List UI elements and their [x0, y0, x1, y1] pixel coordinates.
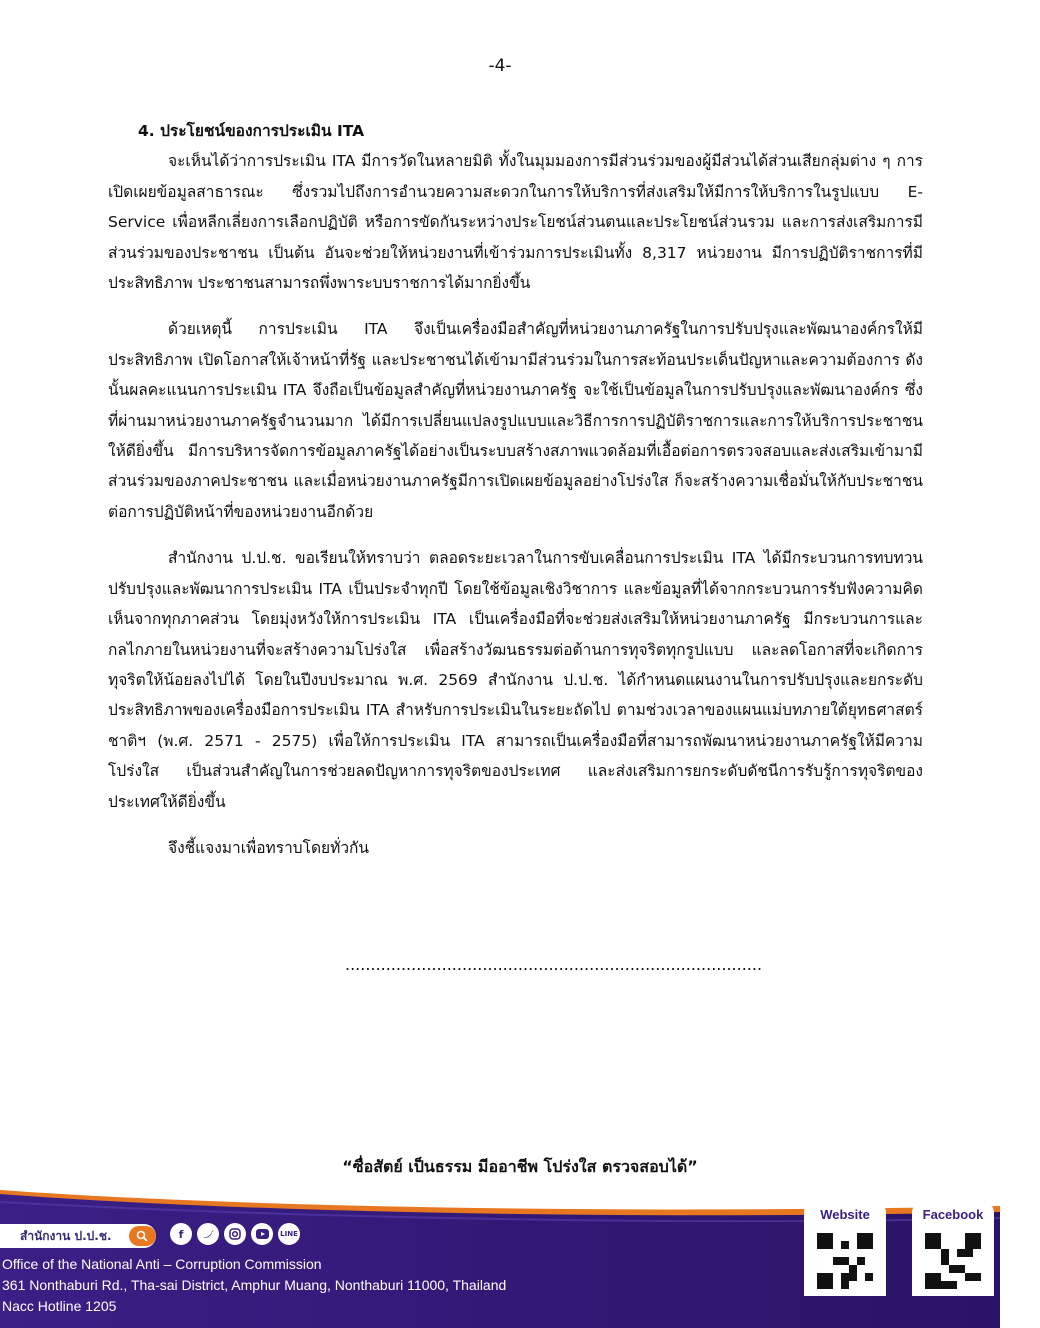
qr-website-label: Website	[804, 1204, 886, 1226]
hotline: Nacc Hotline 1205	[2, 1298, 117, 1314]
search-icon[interactable]	[129, 1226, 156, 1246]
paragraph-3: สำนักงาน ป.ป.ช. ขอเรียนให้ทราบว่า ตลอดระยะเวลาในการขับเคลื่อนการประเมิน ITA ได้มีกระบวนการทบทวน ปรับปรุงและพัฒนาการประเมิน ITA เป็นประจำทุกปี โดยใช้ข้อมูลเชิงวิชาการ และข้อมูลที่ได้จากกระบวนการรับฟังความคิดเห็นจากทุกภาคส่วน โดยมุ่งหวังให้การประเมิน ITA เป็นเครื่องมือที่จะช่วยส่งเสริมให้หน่วยงานภาครัฐ มีกระบวนการและกลไกภายในหน่วยงานที่จะสร้างความโปร่งใส เพื่อสร้างวัฒนธรรมต่อต้านการทุจริตทุกรูปแบบ และลดโอกาสที่จะเกิดการทุจริตให้น้อยลงไปได้ โดยในปีงบประมาณ พ.ศ. 2569 สำนักงาน ป.ป.ช. ได้กำหนดแผนงานในการปรับปรุงและยกระดับประสิทธิภาพของเครื่องมือการประเมิน ITA สำหรับการประเมินในระยะถัดไป ตามช่วงเวลาของแผนแม่บทภายใต้ยุทธศาสตร์ชาติฯ (พ.ศ. 2571 - 2575) เพื่อให้การประเมิน ITA สามารถเป็นเครื่องมือที่สามารถพัฒนาหน่วยงานภาครัฐให้มีความโปร่งใส เป็นส่วนสำคัญในการช่วยลดปัญหาการทุจริตของประเทศ และส่งเสริมการยกระดับดัชนีการรับรู้การทุจริตของประเทศให้ดียิ่งขึ้น	[108, 549, 923, 811]
slogan: “ซื่อสัตย์ เป็นธรรม มีออาชีพ โปร่งใส ตรวจสอบได้”	[342, 1157, 698, 1176]
org-name: Office of the National Anti – Corruption Commission	[2, 1256, 322, 1272]
youtube-icon[interactable]	[251, 1223, 273, 1245]
facebook-icon[interactable]: f	[170, 1223, 192, 1245]
search-bar[interactable]	[0, 1224, 156, 1248]
address: 361 Nonthaburi Rd., Tha-sai District, Amphur Muang, Nonthaburi 11000, Thailand	[2, 1277, 507, 1293]
qr-website[interactable]	[804, 1204, 886, 1296]
dotted-divider: ..................................................................................	[345, 955, 763, 974]
paragraph-1: จะเห็นได้ว่าการประเมิน ITA มีการวัดในหลายมิติ ทั้งในมุมมองการมีส่วนร่วมของผู้มีส่วนได้ส่วนเสียกลุ่มต่าง ๆ การเปิดเผยข้อมูลสาธารณะ ซึ่งรวมไปถึงการอำนวยความสะดวกในการให้บริการที่ส่งเสริมให้มีการให้บริการในรูปแบบ E-Service เพื่อหลีกเลี่ยงการเลือกปฏิบัติ หรือการขัดกันระหว่างประโยชน์ส่วนตนและประโยชน์ส่วนรวม และการส่งเสริมการมีส่วนร่วมของประชาชน เป็นต้น อันจะช่วยให้หน่วยงานที่เข้าร่วมการประเมินทั้ง 8,317 หน่วยงาน มีการปฏิบัติราชการที่มีประสิทธิภาพ ประชาชนสามารถพึ่งพาระบบราชการได้มากยิ่งขึ้น	[108, 152, 923, 293]
search-label: สำนักงาน ป.ป.ช.	[20, 1228, 112, 1243]
line-icon[interactable]: LINE	[278, 1223, 300, 1245]
page-number: -4-	[488, 56, 512, 76]
qr-code-icon	[804, 1226, 886, 1296]
twitter-icon[interactable]	[197, 1223, 219, 1245]
section-heading: 4. ประโยชน์ของการประเมิน ITA	[138, 122, 365, 140]
qr-code-icon	[912, 1226, 994, 1296]
closing-line: จึงชี้แจงมาเพื่อทราบโดยทั่วกัน	[168, 838, 370, 857]
instagram-icon[interactable]	[224, 1223, 246, 1245]
qr-facebook-label: Facebook	[912, 1204, 994, 1226]
footer-banner	[0, 1178, 1000, 1328]
social-icons	[170, 1223, 300, 1245]
qr-facebook[interactable]	[912, 1204, 994, 1296]
document-body	[108, 116, 923, 863]
contact-info	[2, 1254, 506, 1317]
paragraph-2: ด้วยเหตุนี้ การประเมิน ITA จึงเป็นเครื่องมือสำคัญที่หน่วยงานภาครัฐในการปรับปรุงและพัฒนาองค์กรให้มีประสิทธิภาพ เปิดโอกาสให้เจ้าหน้าที่รัฐ และประชาชนได้เข้ามามีส่วนร่วมในการสะท้อนประเด็นปัญหาและความต้องการ ดังนั้นผลคะแนนการประเมิน ITA จึงถือเป็นข้อมูลสำคัญที่หน่วยงานภาครัฐ จะใช้เป็นข้อมูลในการปรับปรุงและพัฒนาองค์กร ซึ่งที่ผ่านมาหน่วยงานภาครัฐจำนวนมาก ได้มีการเปลี่ยนแปลงรูปแบบและวิธีการการปฏิบัติราชการและการให้บริการประชาชนให้ดียิ่งขึ้น มีการบริหารจัดการข้อมูลภาครัฐได้อย่างเป็นระบบสร้างสภาพแวดล้อมที่เอื้อต่อการตรวจสอบและส่งเสริมเข้ามามีส่วนร่วมของภาคประชาชน และเมื่อหน่วยงานภาครัฐมีการเปิดเผยข้อมูลอย่างโปร่งใส ก็จะสร้างความเชื่อมั่นให้กับประชาชนต่อการปฏิบัติหน้าที่ของหน่วยงานอีกด้วย	[108, 320, 923, 521]
